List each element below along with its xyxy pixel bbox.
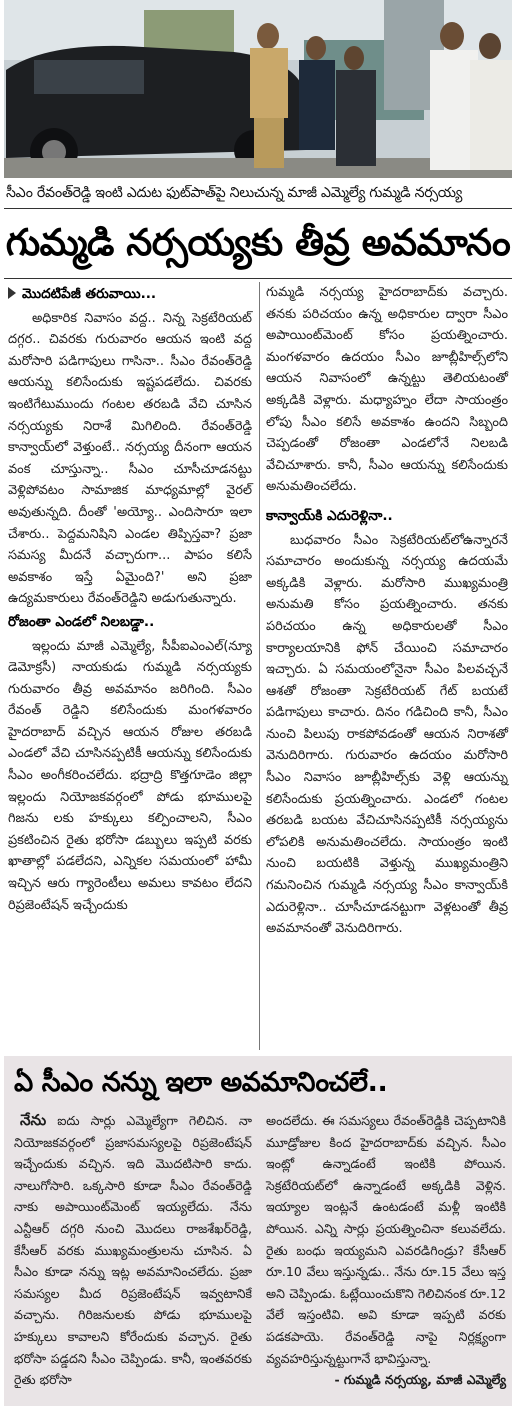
headline-divider bbox=[4, 278, 512, 279]
news-photo bbox=[4, 0, 512, 178]
quote-lead-word: నేను bbox=[20, 1111, 47, 1129]
caption-divider bbox=[4, 208, 512, 209]
quote-box-title: ఏ సీఎం నన్ను ఇలా అవమానించలే.. bbox=[14, 1067, 388, 1098]
article-left-column bbox=[8, 282, 252, 916]
column-divider bbox=[259, 282, 260, 1050]
continued-label: మొదటిపేజీ తరువాయి... bbox=[8, 284, 252, 306]
subheading-convoy: కాన్వాయ్‌కి ఎదురెళ్లినా.. bbox=[266, 507, 393, 524]
news-photo-icon bbox=[4, 0, 512, 178]
right-paragraph-2: బుధవారం సీఎం సెక్రటేరియట్‌లోఉన్నారనే సమాచారం అందుకున్న నర్సయ్య ఉదయమే అక్కడికి వెళ్లారు. మరోసారి ముఖ్యమంత్రి అనుమతి కోసం ప్రయత్నించారు. తనకు పరిచయం ఉన్న అధికారులతో సీఎం కార్యాలయానికి ఫోన్ చేయించి సమాచారం ఇచ్చారు. ఏ సమయంలోనైనా సీఎం పిలవచ్చనే ఆశతో రోజంతా సెక్రటేరియట్ గేట్ బయటే పడిగాపులు కాచారు. దినం గడిచింది కానీ, సీఎం నుంచి పిలుపు రాకపోవడంతో ఆయన నిరాశతో వెనుదిరిగారు. గురువారం ఉదయం మరోసారి సీఎం నివాసం జూబ్లీహిల్స్‌కు వెళ్లి ఆయన్ను కలిసేందుకు ప్రయత్నించారు. ఎండలో గంటల తరబడి బయట వేచిచూసినప్పటికీ నర్సయ్యను లోపలికి అనుమతించలేదు. సాయంత్రం ఇంటి నుంచి బయటికి వెళ్తున్న ముఖ్యమంత్రిని గమనించిన గుమ్మడి నర్సయ్య సీఎం కాన్వాయ్‌కి ఎదురెళ్లినా.. చూసీచూడనట్టుగా వెళ్లటంతో తీవ్ర అవమానంతో వెనుదిరిగారు. bbox=[266, 532, 508, 937]
quote-right-text: అందలేదు. ఈ సమస్యలు రేవంత్‌రెడ్డికి చెప్పటానికి మూడ్రోజుల కింద హైదరాబాద్‌కు వచ్చిన. సీఎం ఇంట్లో ఉన్నాడంటే ఇంటికి పోయిన. సెక్రటేరియట్‌లో ఉన్నాడంటే అక్కడికి వెళ్లిన. ఇయ్యాల ఇంట్లనే ఉంటడంటే మళ్లీ ఇంటికి పోయిన. ఎన్ని సార్లు ప్రయత్నించినా కలువలేదు. రైతు బంధు ఇయ్యమని ఎవరడిగిండ్రు? కేసీఆర్ రూ.10 వేలు ఇస్తున్నడు.. నేను రూ.15 వేలు ఇస్త అని చెప్పిండు. ఓట్లేయించుకొని గెలిచినంక రూ.12 వేలే ఇస్తంటివి. అవి కూడా ఇప్పటి వరకు పడకపాయె. రేవంత్‌రెడ్డి నాపై నిర్లక్ష్యంగా వ్యవహరిస్తున్నట్టుగానే భావిస్తున్నా. bbox=[266, 1113, 506, 1366]
article-right-column bbox=[266, 282, 508, 940]
left-paragraph-2: ఇల్లందు మాజీ ఎమ్మెల్యే, సీపీఐఎంఎల్(న్యూ డెమోక్రసీ) నాయకుడు గుమ్మడి నర్సయ్యకు గురువారం తీవ్ర అవమానం జరిగింది. సీఎం రేవంత్ రెడ్డిని కలిసేందుకు మంగళవారం హైదరాబాద్ వచ్చిన ఆయన రోజుల తరబడి ఎండలో వేచి చూసినప్పటికీ ఆయన్ను కలిసేందుకు సీఎం అంగీకరించలేదు. భద్రాద్రి కొత్తగూడెం జిల్లా ఇల్లందు నియోజకవర్గంలో పోడు భూములపై గిజను లకు హక్కులు కల్పించాలని, సీఎం ప్రకటించిన రైతు భరోసా డబ్బులు ఇప్పటి వరకు ఖాతాల్లో పడలేదని, ఎన్నికల సమయంలో హామీ ఇచ్చిన ఆరు గ్యారెంటీలు అమలు కావటం లేదని రిప్రజెంటేషన్ ఇచ్చేందుకు bbox=[8, 638, 252, 913]
quote-left-text: ఐదు సార్లు ఎమ్మెల్యేగా గెలిచిన. నా నియోజకవర్గంలో ప్రజాసమస్యలపై రిప్రజెంటేషన్ ఇచ్చేందుకు వచ్చిన. ఇది మొదటిసారి కాదు. నాలుగోసారి. ఒక్కసారి కూడా సీఎం రేవంత్‌రెడ్డి నాకు అపాయింట్‌మెంట్ ఇయ్యలేదు. నేను ఎన్టీఆర్ దగ్గరి నుంచి మొదలు రాజశేఖర్‌రెడ్డి, కేసీఆర్ వరకు ముఖ్యమంత్రులను చూసిన. ఏ సీఎం కూడా నన్ను ఇట్ల అవమానించలేదు. ప్రజా సమస్యల మీద రిప్రజెంటేషన్ ఇవ్వటానికే వచ్చాను. గిరిజనులకు పోడు భూములపై హక్కులు కావాలని కోరేందుకు వచ్చాన. రైతు భరోసా పడ్డదని సీఎం చెప్పిండు. కానీ, ఇంతవరకు రైతు భరోసా bbox=[14, 1113, 252, 1388]
quote-left-column bbox=[14, 1110, 252, 1391]
photo-caption: సీఎం రేవంత్‌రెడ్డి ఇంటి ఎదుట ఫుట్‌పాత్‌పై నిలుచున్న మాజీ ఎమ్మెల్యే గుమ్మడి నర్సయ్య bbox=[6, 185, 463, 201]
left-paragraph-1: అధికారిక నివాసం వద్ద.. నిన్న సెక్రటేరియట్ దగ్గర.. చివరకు గురువారం ఆయన ఇంటి వద్ద మరోసారి పడిగాపులు గాసినా.. సీఎం రేవంత్‌రెడ్డి ఆయన్ను కలిసేందుకు ఇష్టపడలేదు. చివరకు ఇంటిగేటుముందు గంటల తరబడి వేచి చూసిన నర్సయ్యకు నిరాశే మిగిలింది. రేవంత్‌రెడ్డి కాన్వాయ్‌లో వెళ్తుంటే.. నర్సయ్య దీనంగా ఆయన వంక చూస్తున్నా.. సీఎం చూసీచూడనట్టు వెళ్లిపోవటం సామాజిక మాధ్యమాల్లో వైరల్ అవుతున్నది. దీంతో 'అయ్యో.. ఎందిసారూ ఇలా చేశారు.. పెద్దమనిషిని ఎండల తిప్పిస్తవా? ప్రజా సమస్య మీదనే వచ్చారుగా... పాపం కలిసే అవకాశం ఇస్తే ఏమైంది?' అని ప్రజా ఉద్యమకారులు రేవంత్‌రెడ్డిని అడుగుతున్నారు. bbox=[8, 310, 252, 607]
quote-signature: - గుమ్మడి నర్సయ్య, మాజీ ఎమ్మెల్యే bbox=[334, 1372, 506, 1388]
quote-right-column bbox=[266, 1110, 506, 1391]
subheading-all-day-in-sun: రోజంతా ఎండలో నిలబడ్డా.. bbox=[8, 613, 155, 630]
page-headline: గుమ్మడి నర్సయ్యకు తీవ్ర అవమానం bbox=[5, 221, 511, 264]
right-paragraph-1: గుమ్మడి నర్సయ్య హైదరాబాద్‌కు వచ్చారు. తనకు పరిచయం ఉన్న అధికారుల ద్వారా సీఎం అపాయింట్‌మెంట్ కోసం ప్రయత్నించారు. మంగళవారం ఉదయం సీఎం జూబ్లీహిల్స్‌లోని ఆయన నివాసంలో ఉన్నట్టు తెలియటంతో అక్కడికి వెళ్లారు. మధ్యాహ్నం లేదా సాయంత్రం లోపు సీఎం కలిసే అవకాశం ఉందని సిబ్బంది చెప్పడంతో రోజంతా ఎండలోనే నిలబడి వేచిచూశారు. కానీ, సీఎం ఆయన్ను కలిసేందుకు అనుమతించలేదు. bbox=[266, 285, 508, 495]
